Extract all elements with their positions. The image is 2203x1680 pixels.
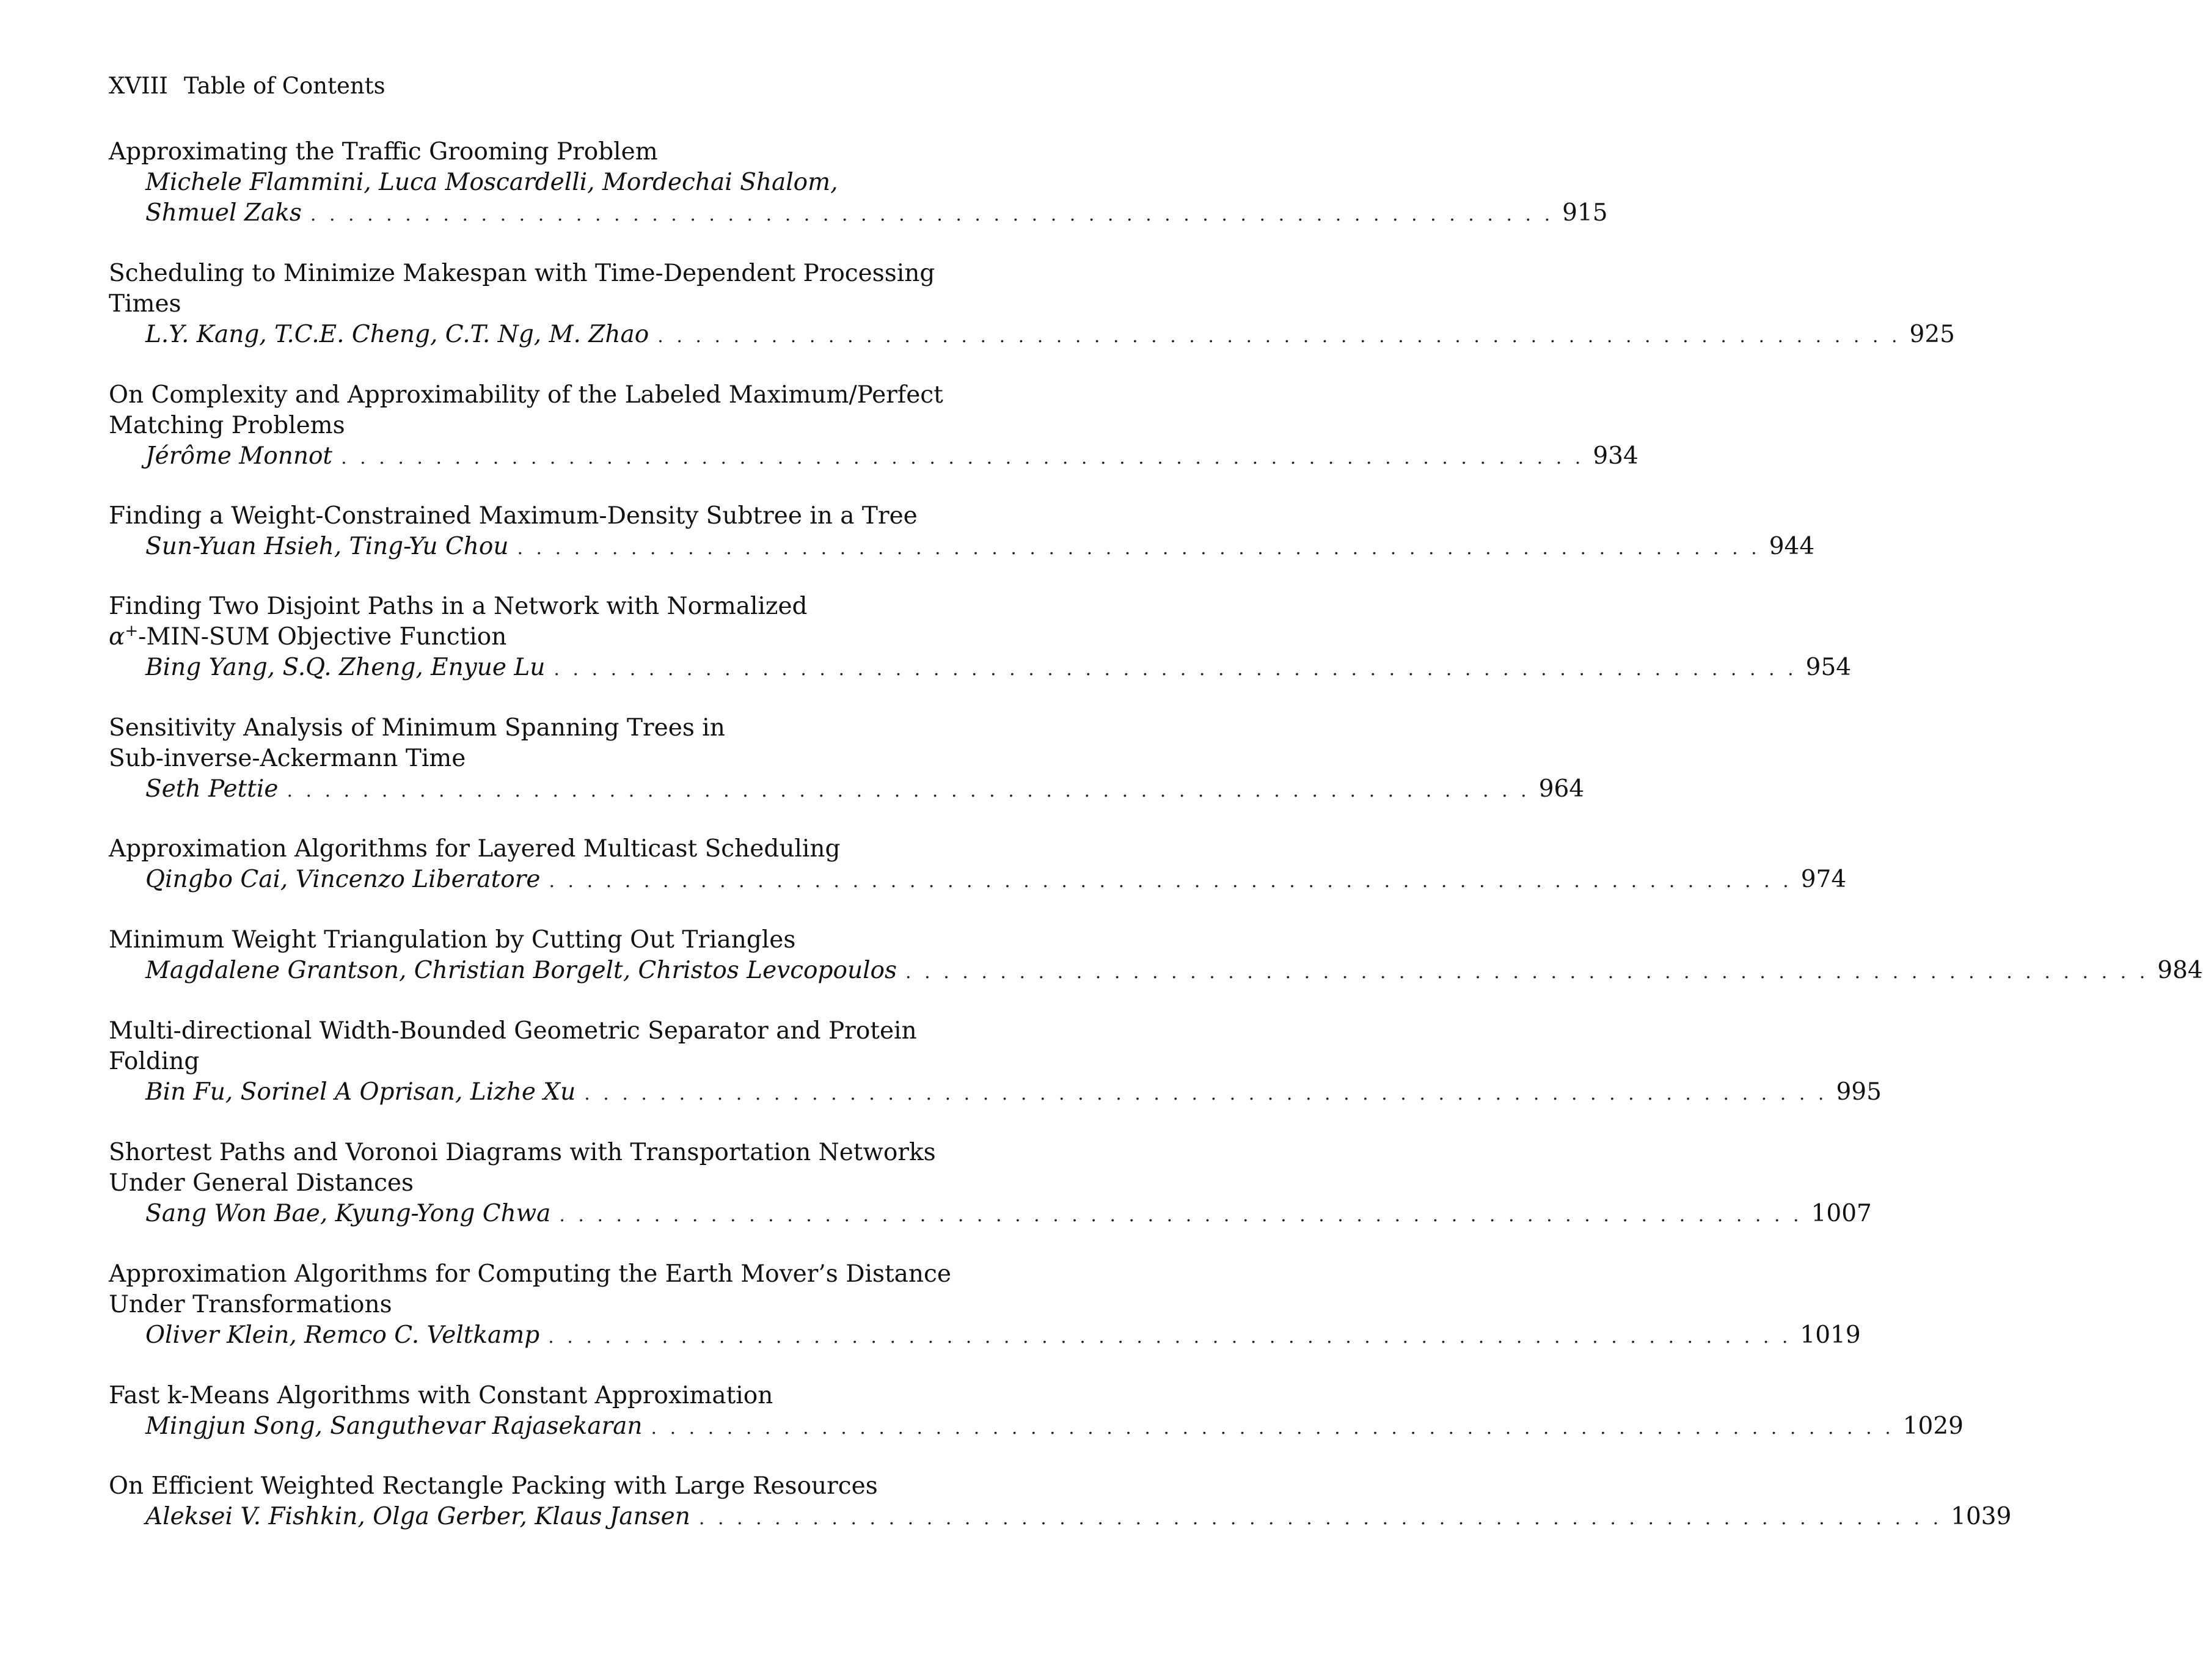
entry-authors: Shmuel Zaks <box>145 199 302 227</box>
dot-leader: . . . . . . . . . . . . . . . . . . . . . . . . . . . . . . . . . . . . . . . . . . . . . . . . . . . . . . . . . . . . . . . . . . <box>548 1326 1792 1348</box>
entry-title[interactable]: Multi-directional Width-Bounded Geometric Separator and Protein <box>109 1017 917 1045</box>
toc-entry[interactable] <box>109 1381 1964 1442</box>
dot-leader: . . . . . . . . . . . . . . . . . . . . . . . . . . . . . . . . . . . . . . . . . . . . . . . . . . . . . . . . . . . . . . . . . . <box>517 538 1761 559</box>
entry-title[interactable]: Scheduling to Minimize Makespan with Time-Dependent Processing <box>109 260 935 287</box>
toc-entry[interactable] <box>109 1259 1861 1351</box>
entry-page-number[interactable]: 974 <box>1800 866 1847 893</box>
entry-title-continued[interactable]: Folding <box>109 1048 200 1075</box>
entry-title-continued[interactable]: Under Transformations <box>109 1291 392 1318</box>
dot-leader: . . . . . . . . . . . . . . . . . . . . . . . . . . . . . . . . . . . . . . . . . . . . . . . . . . . . . . . . . . . . . . . . . . <box>310 204 1554 225</box>
toc-entry[interactable] <box>109 380 1639 472</box>
entry-title-continued[interactable]: Matching Problems <box>109 412 345 439</box>
entry-authors: L.Y. Kang, T.C.E. Cheng, C.T. Ng, M. Zhao <box>145 321 649 348</box>
entry-title-rest: -MIN-SUM Objective Function <box>138 623 507 651</box>
entry-page-number[interactable]: 915 <box>1562 199 1608 227</box>
entry-authors: Aleksei V. Fishkin, Olga Gerber, Klaus Jansen <box>145 1503 690 1530</box>
dot-leader: . . . . . . . . . . . . . . . . . . . . . . . . . . . . . . . . . . . . . . . . . . . . . . . . . . . . . . . . . . . . . . . . . . <box>698 1508 1943 1529</box>
entry-title-continued[interactable]: Times <box>109 290 181 318</box>
entry-page-number[interactable]: 995 <box>1836 1078 1882 1106</box>
entry-page-number[interactable]: 1039 <box>1951 1503 2012 1530</box>
entry-authors: Seth Pettie <box>145 775 279 803</box>
entry-page-number[interactable]: 964 <box>1538 775 1585 803</box>
entry-title-continued[interactable] <box>109 622 987 652</box>
entry-page-number[interactable]: 1029 <box>1902 1412 1964 1440</box>
entry-page-number[interactable]: 934 <box>1593 442 1639 470</box>
plus-superscript: + <box>125 622 139 640</box>
toc-entry[interactable] <box>109 1471 2012 1532</box>
entry-title-continued[interactable]: Under General Distances <box>109 1169 414 1197</box>
entry-authors: Magdalene Grantson, Christian Borgelt, Christos Levcopoulos <box>145 957 897 984</box>
dot-leader: . . . . . . . . . . . . . . . . . . . . . . . . . . . . . . . . . . . . . . . . . . . . . . . . . . . . . . . . . . . . . . . . . . <box>553 659 1797 680</box>
toc-entry[interactable] <box>109 591 1852 683</box>
entry-title[interactable]: Finding Two Disjoint Paths in a Network with Normalized <box>109 593 808 620</box>
roman-page-number: XVIII <box>109 73 168 99</box>
entry-title-continued[interactable]: Sub-inverse-Ackermann Time <box>109 745 466 772</box>
entry-authors: Sun-Yuan Hsieh, Ting-Yu Chou <box>145 533 509 560</box>
entry-authors: Mingjun Song, Sanguthevar Rajasekaran <box>145 1412 643 1440</box>
dot-leader: . . . . . . . . . . . . . . . . . . . . . . . . . . . . . . . . . . . . . . . . . . . . . . . . . . . . . . . . . . . . . . . . . . <box>584 1083 1828 1105</box>
entry-authors: Bin Fu, Sorinel A Oprisan, Lizhe Xu <box>145 1078 576 1106</box>
entry-title[interactable]: Approximating the Traffic Grooming Problem <box>109 138 658 166</box>
entry-title[interactable]: Fast k-Means Algorithms with Constant Approximation <box>109 1382 773 1409</box>
entry-authors: Sang Won Bae, Kyung-Yong Chwa <box>145 1200 551 1227</box>
entry-authors: Qingbo Cai, Vincenzo Liberatore <box>145 866 541 893</box>
entry-authors: Oliver Klein, Remco C. Veltkamp <box>145 1321 540 1349</box>
dot-leader: . . . . . . . . . . . . . . . . . . . . . . . . . . . . . . . . . . . . . . . . . . . . . . . . . . . . . . . . . . . . . . . . . . <box>651 1417 1894 1439</box>
alpha-symbol: α <box>109 623 125 651</box>
entry-title[interactable]: Approximation Algorithms for Layered Multicast Scheduling <box>109 835 841 863</box>
toc-entry[interactable] <box>109 258 1955 350</box>
entry-page-number[interactable]: 944 <box>1769 533 1815 560</box>
toc-entry[interactable] <box>109 925 2203 986</box>
entry-authors: Jérôme Monnot <box>145 442 333 470</box>
running-head <box>109 71 385 101</box>
dot-leader: . . . . . . . . . . . . . . . . . . . . . . . . . . . . . . . . . . . . . . . . . . . . . . . . . . . . . . . . . . . . . . . . . . <box>549 871 1792 892</box>
entry-title[interactable]: On Efficient Weighted Rectangle Packing with Large Resources <box>109 1472 878 1500</box>
toc-entry[interactable] <box>109 713 1585 805</box>
dot-leader: . . . . . . . . . . . . . . . . . . . . . . . . . . . . . . . . . . . . . . . . . . . . . . . . . . . . . . . . . . . . . . . . . . <box>905 962 2149 983</box>
dot-leader: . . . . . . . . . . . . . . . . . . . . . . . . . . . . . . . . . . . . . . . . . . . . . . . . . . . . . . . . . . . . . . . . . . <box>341 447 1585 469</box>
dot-leader: . . . . . . . . . . . . . . . . . . . . . . . . . . . . . . . . . . . . . . . . . . . . . . . . . . . . . . . . . . . . . . . . . . <box>287 780 1530 802</box>
entry-page-number[interactable]: 925 <box>1909 321 1955 348</box>
dot-leader: . . . . . . . . . . . . . . . . . . . . . . . . . . . . . . . . . . . . . . . . . . . . . . . . . . . . . . . . . . . . . . . . . . <box>657 326 1901 347</box>
toc-entry[interactable] <box>109 1016 1882 1108</box>
entry-title[interactable]: Minimum Weight Triangulation by Cutting Out Triangles <box>109 926 796 954</box>
dot-leader: . . . . . . . . . . . . . . . . . . . . . . . . . . . . . . . . . . . . . . . . . . . . . . . . . . . . . . . . . . . . . . . . . . <box>559 1205 1803 1226</box>
entry-authors: Bing Yang, S.Q. Zheng, Enyue Lu <box>145 654 546 681</box>
entry-authors: Michele Flammini, Luca Moscardelli, Mordechai Shalom, <box>145 169 838 196</box>
toc-entry[interactable] <box>109 501 1815 562</box>
entry-page-number[interactable]: 1007 <box>1811 1200 1872 1227</box>
entry-title[interactable]: Approximation Algorithms for Computing the Earth Mover’s Distance <box>109 1260 951 1288</box>
entry-title[interactable]: Shortest Paths and Voronoi Diagrams with Transportation Networks <box>109 1139 936 1166</box>
toc-entry[interactable] <box>109 1138 1872 1229</box>
entry-page-number[interactable]: 1019 <box>1800 1321 1861 1349</box>
entry-title[interactable]: Finding a Weight-Constrained Maximum-Density Subtree in a Tree <box>109 502 918 530</box>
section-title: Table of Contents <box>183 73 385 99</box>
entry-page-number[interactable]: 984 <box>2157 957 2203 984</box>
toc-entry[interactable] <box>109 834 1847 895</box>
entry-title[interactable]: On Complexity and Approximability of the Labeled Maximum/Perfect <box>109 381 943 409</box>
toc-entry[interactable] <box>109 137 1608 228</box>
entry-page-number[interactable]: 954 <box>1805 654 1852 681</box>
entry-title[interactable]: Sensitivity Analysis of Minimum Spanning Trees in <box>109 714 725 742</box>
